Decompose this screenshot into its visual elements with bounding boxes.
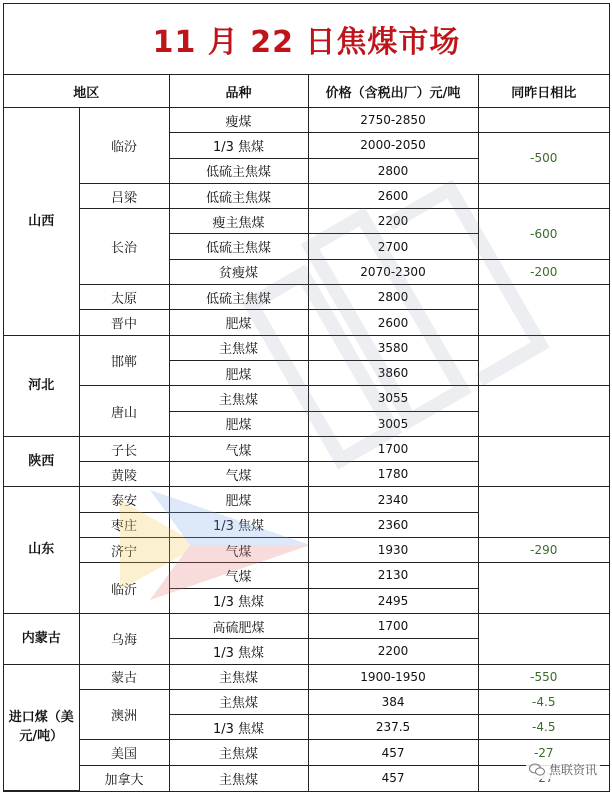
city-cell: 澳洲	[79, 689, 169, 740]
change-cell	[478, 386, 609, 437]
price-cell: 1700	[308, 613, 478, 638]
price-cell: 237.5	[308, 715, 478, 740]
price-cell: 1900-1950	[308, 664, 478, 689]
city-cell: 济宁	[79, 538, 169, 563]
variety-cell: 肥煤	[169, 487, 308, 512]
variety-cell: 1/3 焦煤	[169, 133, 308, 158]
table-row	[4, 613, 609, 638]
variety-cell: 瘦主焦煤	[169, 209, 308, 234]
change-cell: -550	[478, 664, 609, 689]
price-cell: 2360	[308, 512, 478, 537]
variety-cell: 贫瘦煤	[169, 259, 308, 284]
variety-cell: 主焦煤	[169, 664, 308, 689]
price-cell: 2600	[308, 183, 478, 208]
change-cell	[478, 285, 609, 336]
price-cell: 2700	[308, 234, 478, 259]
variety-cell: 主焦煤	[169, 335, 308, 360]
price-cell: 1700	[308, 436, 478, 461]
price-cell: 3860	[308, 360, 478, 385]
city-cell: 临汾	[79, 108, 169, 184]
change-cell: -27	[478, 740, 609, 765]
variety-cell: 高硫肥煤	[169, 613, 308, 638]
variety-cell: 主焦煤	[169, 740, 308, 765]
variety-cell: 1/3 焦煤	[169, 588, 308, 613]
price-cell: 457	[308, 765, 478, 790]
variety-cell: 肥煤	[169, 360, 308, 385]
variety-cell: 低硫主焦煤	[169, 234, 308, 259]
price-cell: 3005	[308, 411, 478, 436]
city-cell: 长治	[79, 209, 169, 285]
price-cell: 457	[308, 740, 478, 765]
header-change: 同昨日相比	[478, 75, 609, 108]
region-cell: 山西	[4, 108, 79, 336]
price-cell: 3580	[308, 335, 478, 360]
variety-cell: 主焦煤	[169, 386, 308, 411]
table-row	[4, 563, 609, 588]
change-cell	[478, 183, 609, 208]
change-cell	[478, 563, 609, 614]
city-cell: 太原	[79, 285, 169, 310]
change-cell: -500	[478, 133, 609, 184]
city-cell: 邯郸	[79, 335, 169, 386]
price-cell: 2495	[308, 588, 478, 613]
price-cell: 2600	[308, 310, 478, 335]
variety-cell: 肥煤	[169, 411, 308, 436]
variety-cell: 主焦煤	[169, 765, 308, 790]
price-cell: 2070-2300	[308, 259, 478, 284]
table-row	[4, 335, 609, 360]
price-table	[4, 75, 609, 791]
price-cell: 2340	[308, 487, 478, 512]
city-cell: 黄陵	[79, 462, 169, 487]
change-cell: -200	[478, 259, 609, 284]
city-cell: 枣庄	[79, 512, 169, 537]
price-cell: 2750-2850	[308, 108, 478, 133]
header-region: 地区	[4, 75, 169, 108]
city-cell: 加拿大	[79, 765, 169, 790]
price-cell: 2200	[308, 209, 478, 234]
page-title: 11 月 22 日焦煤市场	[152, 25, 461, 60]
change-cell	[478, 335, 609, 386]
region-cell: 山东	[4, 487, 79, 613]
price-cell: 2800	[308, 158, 478, 183]
change-cell: -600	[478, 209, 609, 260]
variety-cell: 1/3 焦煤	[169, 715, 308, 740]
table-row	[4, 183, 609, 208]
table-row	[4, 740, 609, 765]
price-sheet	[3, 3, 610, 792]
table-row	[4, 538, 609, 563]
table-row	[4, 765, 609, 790]
city-cell: 子长	[79, 436, 169, 461]
variety-cell: 1/3 焦煤	[169, 512, 308, 537]
change-cell: -4.5	[478, 715, 609, 740]
table-row	[4, 436, 609, 461]
city-cell: 吕梁	[79, 183, 169, 208]
region-cell: 河北	[4, 335, 79, 436]
table-row	[4, 664, 609, 689]
table-row	[4, 108, 609, 133]
region-cell: 陕西	[4, 436, 79, 487]
city-cell: 蒙古	[79, 664, 169, 689]
price-cell: 2800	[308, 285, 478, 310]
brand-badge	[526, 760, 600, 779]
change-cell	[478, 436, 609, 487]
title-bar	[4, 4, 609, 75]
variety-cell: 气煤	[169, 538, 308, 563]
header-price: 价格（含税出厂）元/吨	[308, 75, 478, 108]
variety-cell: 1/3 焦煤	[169, 639, 308, 664]
table-row	[4, 689, 609, 714]
variety-cell: 瘦煤	[169, 108, 308, 133]
variety-cell: 肥煤	[169, 310, 308, 335]
change-cell: -4.5	[478, 689, 609, 714]
region-cell: 进口煤（美元/吨）	[4, 664, 79, 790]
table-row	[4, 487, 609, 512]
table-header-row	[4, 75, 609, 108]
brand-name: 焦联资讯	[548, 763, 597, 777]
variety-cell: 主焦煤	[169, 689, 308, 714]
city-cell: 临沂	[79, 563, 169, 614]
change-cell	[478, 613, 609, 664]
variety-cell: 低硫主焦煤	[169, 285, 308, 310]
price-cell: 3055	[308, 386, 478, 411]
table-row	[4, 285, 609, 310]
price-cell: 2130	[308, 563, 478, 588]
city-cell: 美国	[79, 740, 169, 765]
variety-cell: 气煤	[169, 462, 308, 487]
price-cell: 2200	[308, 639, 478, 664]
city-cell: 晋中	[79, 310, 169, 335]
price-cell: 384	[308, 689, 478, 714]
price-cell: 1780	[308, 462, 478, 487]
table-row	[4, 386, 609, 411]
city-cell: 乌海	[79, 613, 169, 664]
price-cell: 2000-2050	[308, 133, 478, 158]
wechat-icon	[529, 763, 545, 776]
price-cell: 1930	[308, 538, 478, 563]
change-cell	[478, 108, 609, 133]
variety-cell: 低硫主焦煤	[169, 183, 308, 208]
table-row	[4, 209, 609, 234]
variety-cell: 气煤	[169, 436, 308, 461]
header-variety: 品种	[169, 75, 308, 108]
variety-cell: 低硫主焦煤	[169, 158, 308, 183]
city-cell: 唐山	[79, 386, 169, 437]
region-cell: 内蒙古	[4, 613, 79, 664]
change-cell: -290	[478, 538, 609, 563]
city-cell: 泰安	[79, 487, 169, 512]
change-cell	[478, 487, 609, 538]
variety-cell: 气煤	[169, 563, 308, 588]
